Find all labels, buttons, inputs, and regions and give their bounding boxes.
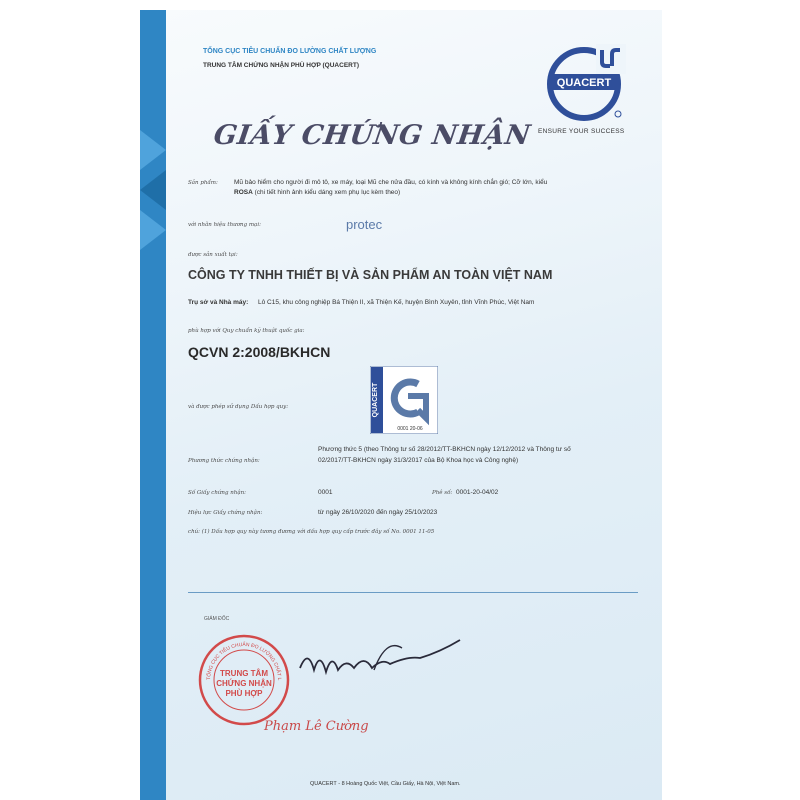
product-model: ROSA — [234, 189, 253, 196]
product-value-line2 — [234, 189, 400, 196]
annex-no-value: 0001-20-04/02 — [456, 489, 499, 496]
stamp-line-3: PHÙ HỢP — [225, 689, 263, 698]
standard-value: QCVN 2:2008/BKHCN — [188, 344, 331, 360]
signer-name: Phạm Lê Cường — [264, 719, 369, 734]
stamp-ring-text: TỔNG CỤC TIÊU CHUẨN ĐO LƯỜNG CHẤT L — [205, 642, 283, 681]
certificate-no-value: 0001 — [318, 489, 333, 496]
mark-side-text: QUACERT — [372, 382, 379, 418]
logo-text: QUACERT — [556, 77, 612, 89]
mark-code: 0001 20-06 — [397, 426, 423, 432]
certificate-no-label: Số Giấy chứng nhận: — [188, 490, 246, 496]
product-value-line1: Mũ bảo hiểm cho người đi mô tô, xe máy, loại Mũ che nửa đầu, có kính và không kính chắn gió; Cỡ lớn, kiểu — [234, 179, 548, 186]
product-note: (chi tiết hình ảnh kiểu dáng xem phụ lục kèm theo) — [254, 189, 401, 196]
logo-slogan: ENSURE YOUR SUCCESS — [538, 128, 625, 135]
brand-label: với nhãn hiệu thương mại: — [188, 222, 261, 228]
conformity-mark-label: và được phép sử dụng Dấu hợp quy: — [188, 404, 289, 410]
stamp-line-2: CHỨNG NHẬN — [216, 679, 272, 688]
address-value: Lô C15, khu công nghiệp Bá Thiện II, xã Thiện Kế, huyện Bình Xuyên, tỉnh Vĩnh Phúc, Việt Nam — [258, 299, 535, 306]
certificate-title: GIẤY CHỨNG NHẬN — [211, 120, 533, 151]
left-accent-strip — [140, 10, 166, 800]
manufacturer-label: được sản xuất tại: — [188, 252, 238, 258]
method-line1: Phương thức 5 (theo Thông tư số 28/2012/TT-BKHCN ngày 12/12/2012 và Thông tư số — [318, 446, 571, 453]
company-name: CÔNG TY TNHH THIẾT BỊ VÀ SẢN PHẨM AN TOÀN VIỆT NAM — [188, 268, 553, 282]
director-title: GIÁM ĐỐC — [204, 616, 230, 622]
certificate-sheet — [140, 10, 662, 800]
strip-pattern — [140, 10, 166, 800]
method-label: Phương thức chứng nhận: — [188, 458, 260, 464]
cr-conformity-mark-icon — [370, 366, 438, 434]
validity-label: Hiệu lực Giấy chứng nhận: — [188, 510, 263, 516]
agency-name: TỔNG CỤC TIÊU CHUẨN ĐO LƯỜNG CHẤT LƯỢNG — [203, 48, 377, 55]
note-text: chú: (1) Dấu hợp quy này tương đương với dấu hợp quy cấp trước đây số No. 0001 11-05 — [188, 529, 435, 535]
product-label: Sản phẩm: — [188, 180, 218, 186]
handwritten-signature — [290, 628, 480, 688]
divider-line — [188, 592, 638, 593]
annex-no-label: Phê số: — [432, 490, 453, 496]
quacert-logo-icon — [544, 40, 628, 124]
stamp-line-1: TRUNG TÂM — [220, 669, 268, 678]
validity-value: từ ngày 26/10/2020 đến ngày 25/10/2023 — [318, 509, 438, 516]
official-stamp-icon — [196, 632, 292, 728]
center-name: TRUNG TÂM CHỨNG NHẬN PHÙ HỢP (QUACERT) — [203, 62, 359, 69]
standard-label: phù hợp với Quy chuẩn kỹ thuật quốc gia: — [188, 328, 305, 334]
footer-address: QUACERT - 8 Hoàng Quốc Việt, Cầu Giấy, Hà Nội, Việt Nam. — [310, 781, 461, 787]
brand-value: protec — [346, 217, 383, 232]
method-line2: 02/2017/TT-BKHCN ngày 31/3/2017 của Bộ Khoa học và Công nghệ) — [318, 457, 519, 464]
address-label: Trụ sở và Nhà máy: — [188, 299, 249, 306]
brand-logo — [346, 217, 382, 232]
